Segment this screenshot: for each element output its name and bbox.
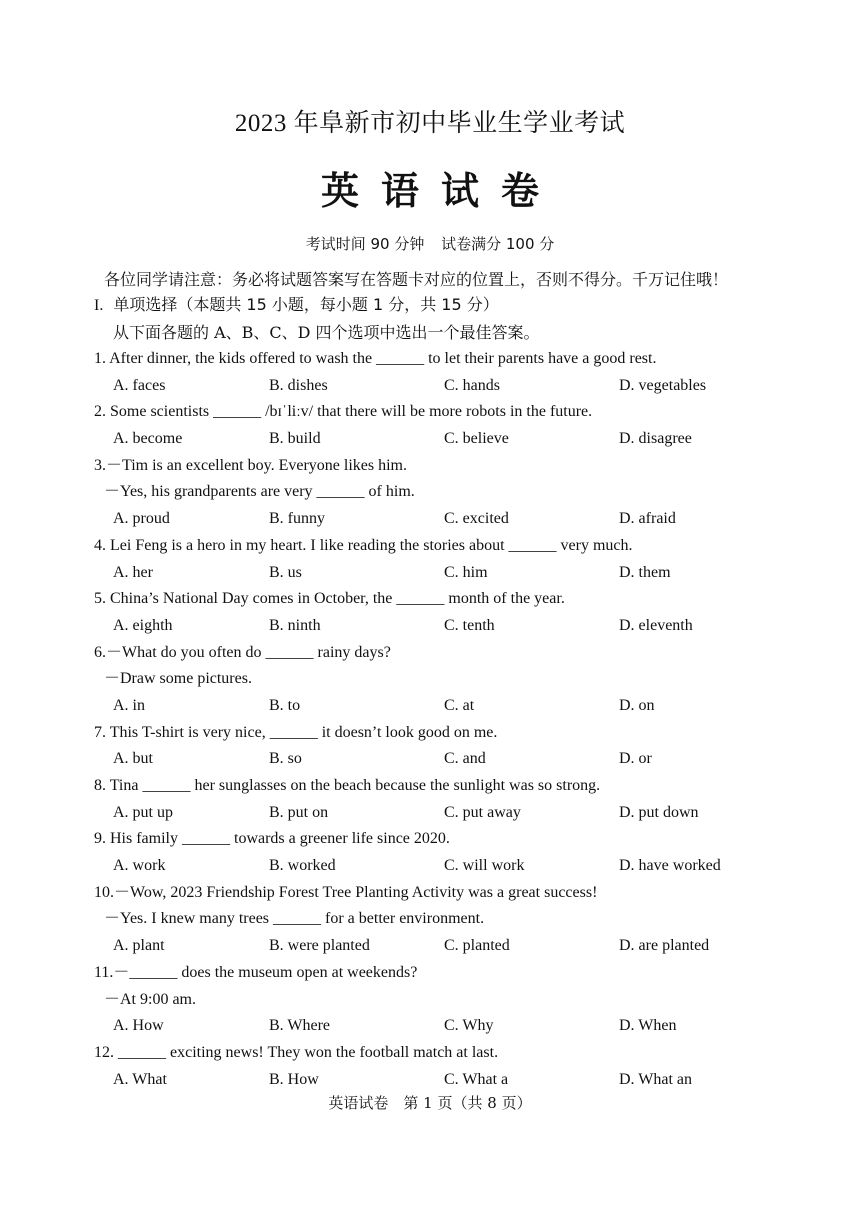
answer-option: A. plant [113, 937, 165, 955]
exam-notice: 各位同学请注意：务必将试题答案写在答题卡对应的位置上，否则不得分。千万记住哦！ [104, 270, 729, 289]
answer-option: B. Where [269, 1017, 331, 1035]
full-marks: 试卷满分 100 分 [441, 235, 555, 253]
section-title: 单项选择（本题共 15 小题，每小题 1 分，共 15 分） [113, 295, 499, 314]
question-item [94, 640, 834, 720]
answer-option: D. have worked [619, 857, 721, 875]
option-row [94, 693, 834, 720]
answer-option: A. but [113, 750, 153, 768]
question-stem: 11.－______ does the museum open at weekends? [94, 963, 418, 981]
answer-option: C. believe [444, 430, 509, 448]
answer-option: B. dishes [269, 376, 328, 394]
answer-option: B. were planted [269, 937, 370, 955]
answer-option: B. ninth [269, 616, 321, 634]
option-row [94, 613, 834, 640]
answer-option: B. so [269, 750, 302, 768]
option-row [94, 1067, 834, 1094]
answer-option: B. worked [269, 857, 336, 875]
exam-time: 考试时间 90 分钟 [305, 235, 425, 253]
section-number: I. [94, 297, 104, 314]
answer-option: D. put down [619, 803, 699, 821]
option-row [94, 506, 834, 533]
exam-title: 2023 年阜新市初中毕业生学业考试 [234, 110, 626, 137]
section-heading [94, 294, 834, 320]
question-stem: 7. This T-shirt is very nice, ______ it doesn’t look good on me. [94, 723, 498, 741]
question-item [94, 453, 834, 533]
question-item [94, 960, 834, 1040]
answer-option: C. and [444, 750, 486, 768]
answer-option: C. What a [444, 1070, 509, 1088]
page-footer: 英语试卷 第 1 页（共 8 页） [328, 1094, 532, 1112]
answer-option: A. in [113, 696, 145, 714]
option-row [94, 560, 834, 587]
dialogue-line: －At 9:00 am. [104, 990, 196, 1008]
answer-option: A. eighth [113, 616, 173, 634]
answer-option: D. eleventh [619, 616, 693, 634]
question-stem: 4. Lei Feng is a hero in my heart. I like reading the stories about ______ very much. [94, 536, 633, 554]
answer-option: B. How [269, 1070, 319, 1088]
answer-option: A. her [113, 563, 153, 581]
answer-option: B. build [269, 430, 321, 448]
question-stem: 12. ______ exciting news! They won the football match at last. [94, 1043, 499, 1061]
question-item [94, 880, 834, 960]
answer-option: B. funny [269, 510, 325, 528]
question-list [94, 346, 834, 1093]
question-stem: 2. Some scientists ______ /bɪˈliːv/ that there will be more robots in the future. [94, 403, 593, 421]
answer-option: C. Why [444, 1017, 494, 1035]
question-item [94, 720, 834, 773]
answer-option: C. excited [444, 510, 509, 528]
answer-option: A. put up [113, 803, 173, 821]
answer-option: D. vegetables [619, 376, 707, 394]
question-item [94, 346, 834, 399]
question-stem: 9. His family ______ towards a greener life since 2020. [94, 830, 450, 848]
answer-option: C. put away [444, 803, 521, 821]
answer-option: A. work [113, 857, 166, 875]
question-stem: 10.－Wow, 2023 Friendship Forest Tree Planting Activity was a great success! [94, 883, 598, 901]
answer-option: D. When [619, 1017, 677, 1035]
option-row [94, 933, 834, 960]
question-item [94, 826, 834, 879]
answer-option: B. to [269, 696, 301, 714]
answer-option: D. are planted [619, 937, 710, 955]
question-stem: 8. Tina ______ her sunglasses on the beach because the sunlight was so strong. [94, 777, 601, 794]
answer-option: A. faces [113, 376, 166, 394]
question-item [94, 1040, 834, 1093]
answer-option: D. What an [619, 1070, 693, 1088]
answer-option: C. planted [444, 937, 510, 955]
section-single-choice [94, 294, 834, 1093]
question-item [94, 586, 834, 639]
question-stem: 6.－What do you often do ______ rainy days? [94, 643, 391, 661]
option-row [94, 373, 834, 400]
answer-option: D. on [619, 696, 655, 714]
section-instruction: 从下面各题的 A、B、C、D 四个选项中选出一个最佳答案。 [113, 323, 540, 342]
dialogue-line: －Draw some pictures. [104, 670, 252, 688]
answer-option: A. proud [113, 510, 170, 528]
question-stem: 5. China’s National Day comes in October, the ______ month of the year. [94, 590, 565, 608]
answer-option: C. tenth [444, 616, 495, 634]
answer-option: B. put on [269, 803, 329, 821]
question-stem: 1. After dinner, the kids offered to wash the ______ to let their parents have a good rest. [94, 350, 657, 367]
question-item [94, 533, 834, 586]
answer-option: C. at [444, 696, 475, 714]
exam-meta [0, 233, 860, 254]
option-row [94, 746, 834, 773]
answer-option: A. become [113, 430, 183, 448]
answer-option: B. us [269, 563, 302, 581]
answer-option: D. them [619, 563, 671, 581]
question-item [94, 773, 834, 826]
answer-option: D. afraid [619, 510, 676, 528]
answer-option: D. or [619, 750, 652, 768]
answer-option: C. will work [444, 857, 525, 875]
subject-title: 英语试卷 [320, 171, 561, 213]
answer-option: D. disagree [619, 430, 692, 448]
question-item [94, 399, 834, 452]
question-stem: 3.－Tim is an excellent boy. Everyone likes him. [94, 456, 407, 474]
option-row [94, 426, 834, 453]
dialogue-line: －Yes. I knew many trees ______ for a better environment. [104, 910, 485, 928]
answer-option: C. him [444, 563, 488, 581]
answer-option: C. hands [444, 376, 500, 394]
answer-option: A. What [113, 1070, 167, 1088]
dialogue-line: －Yes, his grandparents are very ______ of him. [104, 483, 415, 501]
answer-option: A. How [113, 1017, 164, 1035]
option-row [94, 1013, 834, 1040]
option-row [94, 800, 834, 827]
option-row [94, 853, 834, 880]
